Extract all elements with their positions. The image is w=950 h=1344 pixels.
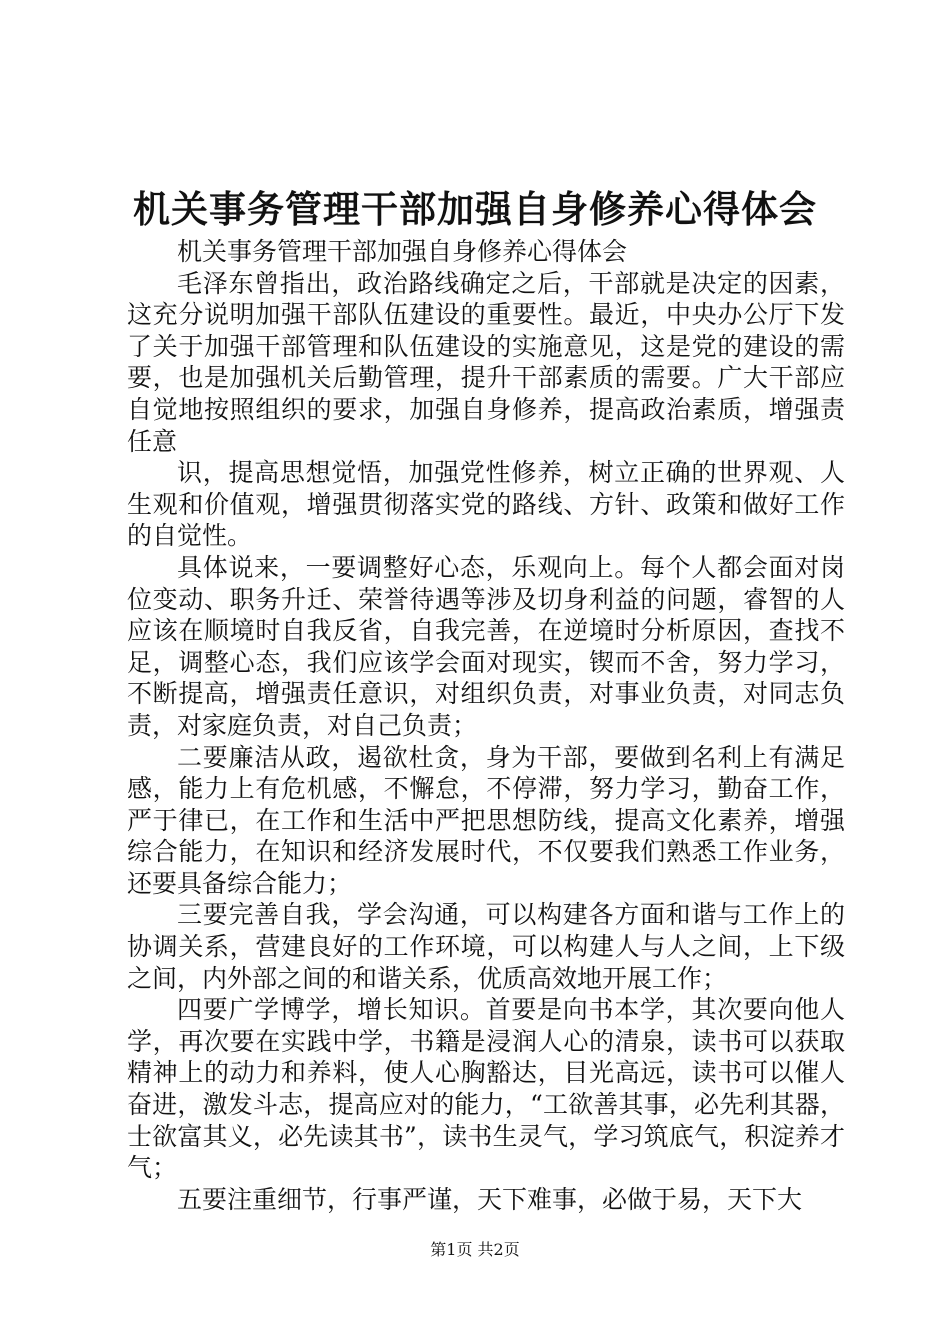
page-number-footer: 第1页 共2页 xyxy=(430,1240,520,1259)
paragraph: 具体说来，一要调整好心态，乐观向上。每个人都会面对岗位变动、职务升迁、荣誉待遇等涉及切身利益的问题，睿智的人应该在顺境时自我反省，自我完善，在逆境时分析原因，查找不足，调整心态，我们应该学会面对现实，锲而不舍，努力学习，不断提高，增强责任意识，对组织负责，对事业负责，对同志负责，对家庭负责，对自己负责； xyxy=(127,552,845,740)
paragraph: 五要注重细节，行事严谨，天下难事，必做于易，天下大 xyxy=(177,1184,803,1214)
paragraph: 识，提高思想觉悟，加强党性修养，树立正确的世界观、人生观和价值观，增强贯彻落实党的路线、方针、政策和做好工作的自觉性。 xyxy=(127,458,845,551)
paragraph: 四要广学博学，增长知识。首要是向书本学，其次要向他人学，再次要在实践中学，书籍是浸润人心的清泉，读书可以获取精神上的动力和养料，使人心胸豁达，目光高远，读书可以催人奋进，激发斗志，提高应对的能力，“工欲善其事，必先利其器，士欲富其义，必先读其书”，读书生灵气，学习筑底气，积淀养才气； xyxy=(127,995,845,1183)
document-body xyxy=(127,236,845,1215)
paragraph: 二要廉洁从政，遏欲杜贪，身为干部，要做到名利上有满足感，能力上有危机感，不懈怠，不停滞，努力学习，勤奋工作，严于律已，在工作和生活中严把思想防线，提高文化素养，增强综合能力，在知识和经济发展时代，不仅要我们熟悉工作业务，还要具备综合能力； xyxy=(127,742,845,898)
paragraph: 三要完善自我，学会沟通，可以构建各方面和谐与工作上的协调关系，营建良好的工作环境，可以构建人与人之间，上下级之间，内外部之间的和谐关系，优质高效地开展工作； xyxy=(127,900,845,993)
paragraph: 毛泽东曾指出，政治路线确定之后，干部就是决定的因素，这充分说明加强干部队伍建设的重要性。最近，中央办公厅下发了关于加强干部管理和队伍建设的实施意见，这是党的建设的需要，也是加强机关后勤管理，提升干部素质的需要。广大干部应自觉地按照组织的要求，加强自身修养，提高政治素质，增强责任意 xyxy=(127,268,845,456)
document-title: 机关事务管理干部加强自身修养心得体会 xyxy=(133,187,817,231)
paragraph-subtitle: 机关事务管理干部加强自身修养心得体会 xyxy=(177,237,628,266)
